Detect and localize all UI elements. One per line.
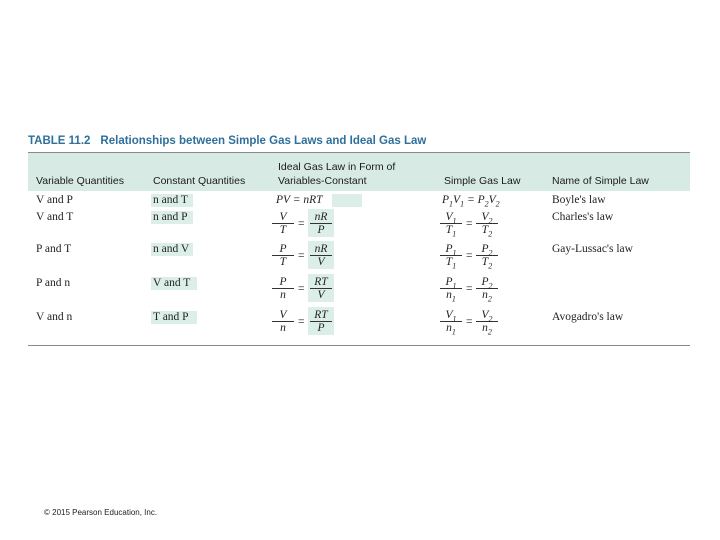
- header-ideal-line1: Ideal Gas Law in Form of: [278, 161, 396, 173]
- gas-laws-table: [28, 134, 690, 346]
- row3-simple-eq: =: [466, 250, 473, 262]
- row4-simple-left: $\frac{P_1}{n_1}$: [440, 276, 462, 301]
- row5-constant: T and P: [153, 311, 189, 323]
- row5-simple-eq: =: [466, 316, 473, 328]
- row4-ideal-left: $\frac{P}{n}$: [272, 276, 294, 301]
- row3-variable: P and T: [36, 243, 72, 255]
- row3-constant: n and V: [153, 243, 190, 255]
- header-simple: Simple Gas Law: [444, 175, 521, 187]
- row3-simple-right: $\frac{P_2}{T_2}$: [476, 243, 498, 268]
- row5-name: Avogadro's law: [552, 311, 624, 323]
- row4-variable: P and n: [36, 277, 71, 289]
- row1-simple: $P_1V_1 = P_2V_2$: [442, 194, 500, 209]
- header-constant: Constant Quantities: [153, 175, 246, 187]
- row2-ideal-eq: =: [298, 218, 305, 230]
- table-title-bar: [28, 134, 690, 152]
- row1-constant: n and T: [153, 194, 188, 206]
- row3-name: Gay-Lussac's law: [552, 243, 633, 255]
- copyright-footer: © 2015 Pearson Education, Inc.: [44, 508, 158, 517]
- row2-name: Charles's law: [552, 211, 614, 223]
- row3-ideal-left: $\frac{P}{T}$: [272, 243, 294, 268]
- table-body: [28, 191, 690, 345]
- row1-name: Boyle's law: [552, 194, 606, 206]
- header-variable: Variable Quantities: [36, 175, 124, 187]
- row5-simple-left: $\frac{V_1}{n_1}$: [440, 309, 462, 334]
- row4-simple-eq: =: [466, 283, 473, 295]
- row2-ideal-right: $\frac{nR}{P}$: [310, 211, 332, 236]
- row5-ideal-right: $\frac{RT}{P}$: [310, 309, 332, 334]
- row2-simple-left: $\frac{V_1}{T_1}$: [440, 211, 462, 236]
- row1-ideal: PV = nRT: [276, 194, 323, 206]
- row2-simple-eq: =: [466, 218, 473, 230]
- table-header: [28, 153, 690, 191]
- row4-simple-right: $\frac{P_2}{n_2}$: [476, 276, 498, 301]
- table-title: Relationships between Simple Gas Laws and Ideal Gas Law: [100, 135, 427, 147]
- row3-simple-left: $\frac{P_1}{T_1}$: [440, 243, 462, 268]
- row2-constant: n and P: [153, 211, 188, 223]
- shade-ideal-1: [332, 194, 362, 207]
- row2-simple-right: $\frac{V_2}{T_2}$: [476, 211, 498, 236]
- row5-ideal-left: $\frac{V}{n}$: [272, 309, 294, 334]
- row5-simple-right: $\frac{V_2}{n_2}$: [476, 309, 498, 334]
- row4-ideal-eq: =: [298, 283, 305, 295]
- header-name: Name of Simple Law: [552, 175, 649, 187]
- bottom-rule: [28, 345, 690, 346]
- row1-variable: V and P: [36, 194, 73, 206]
- row3-ideal-eq: =: [298, 250, 305, 262]
- header-ideal-line2: Variables-Constant: [278, 175, 367, 187]
- row2-ideal-left: $\frac{V}{T}$: [272, 211, 294, 236]
- row2-variable: V and T: [36, 211, 74, 223]
- table-number: TABLE 11.2: [28, 135, 91, 147]
- row4-ideal-right: $\frac{RT}{V}$: [310, 276, 332, 301]
- row5-ideal-eq: =: [298, 316, 305, 328]
- row4-constant: V and T: [153, 277, 191, 289]
- row3-ideal-right: $\frac{nR}{V}$: [310, 243, 332, 268]
- row5-variable: V and n: [36, 311, 73, 323]
